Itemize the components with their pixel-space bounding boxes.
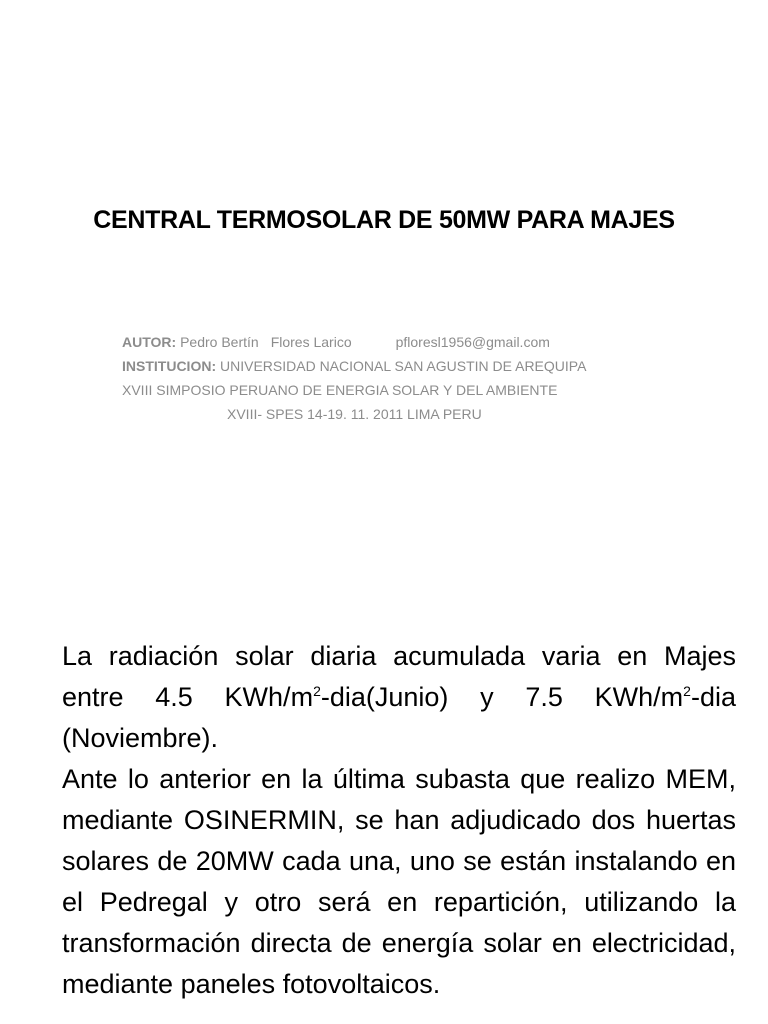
paragraph-auction: Ante lo anterior en la última subasta que realizo MEM, mediante OSINERMIN, se han adjudicado dos huertas solares de 20MW cada una, uno se están instalando en el Pedregal y otro será en repartición, utilizando la transformación directa de energía solar en electricidad, mediante paneles fotovoltaicos. [62,764,736,999]
institution-line [122,354,642,378]
paragraph-radiation-part2: -dia(Junio) y 7.5 KWh/m [320,682,684,712]
paragraph-radiation [62,636,736,759]
author-label: AUTOR: [122,334,177,350]
author-surname: Flores Larico [270,334,352,350]
author-info [122,330,642,426]
author-name: Pedro Bertín [180,334,259,350]
paragraph-radiation-part3: -dia (Noviembre). [62,682,736,753]
superscript-2: 2 [683,683,691,699]
author-line [122,330,642,354]
author-email: pfloresl1956@gmail.com [395,334,550,350]
event-line: XVIII- SPES 14-19. 11. 2011 LIMA PERU [227,406,482,422]
slide-content [0,600,768,1024]
symposium-line: XVIII SIMPOSIO PERUANO DE ENERGIA SOLAR Y DEL AMBIENTE [122,382,558,398]
institution-name: UNIVERSIDAD NACIONAL SAN AGUSTIN DE AREQUIPA [220,358,587,374]
superscript-2: 2 [313,683,321,699]
institution-label: INSTITUCION: [122,358,217,374]
paragraph-radiation-part1: La radiación solar diaria acumulada varia en Majes entre 4.5 KWh/m [62,641,736,712]
page-title: CENTRAL TERMOSOLAR DE 50MW PARA MAJES [93,206,675,234]
body-text [62,636,736,1005]
